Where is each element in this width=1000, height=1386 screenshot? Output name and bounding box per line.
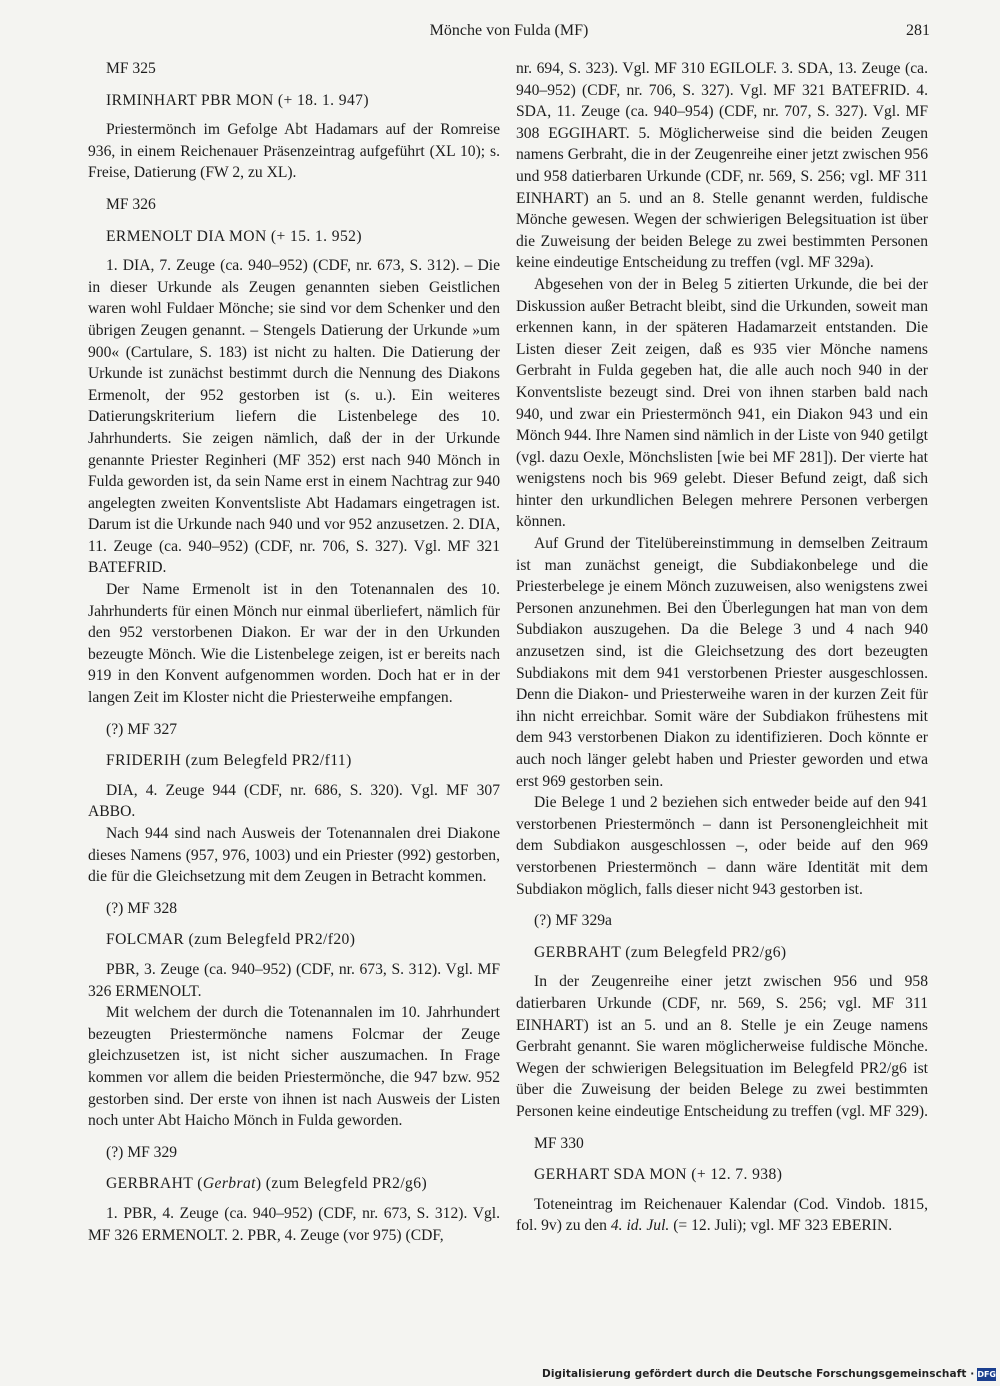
entry-text-330-a: Toteneintrag im Reichenauer Kalendar (Cod. Vindob. 1815, fol. 9v) zu den [516,1195,928,1235]
entry-text-330-italic: 4. id. Jul. [610,1217,670,1235]
entry-text-329-p1: 1. PBR, 4. Zeuge (ca. 940–952) (CDF, nr. 673, S. 312). Vgl. MF 326 ERMENOLT. 2. PBR, 4. Zeuge (vor 975) (CDF, [88,1204,500,1244]
entry-title-329 [88,1173,500,1195]
entry-title-330: GERHART SDA MON (+ 12. 7. 938) [534,1166,783,1184]
right-column [516,58,928,1237]
entry-number-326: MF 326 [106,195,156,213]
entry-title-325: IRMINHART PBR MON (+ 18. 1. 947) [106,91,369,109]
footer-text: Digitalisierung gefördert durch die Deutsche Forschungsgemeinschaft · [542,1368,975,1380]
dfg-logo-icon: DFG [977,1369,996,1379]
entry-text-330-b: (= 12. Juli); vgl. MF 323 EBERIN. [669,1217,893,1235]
entry-text-329a: In der Zeugenreihe einer jetzt zwischen 956 und 958 datierbaren Urkunde (CDF, nr. 569, S. 256; vgl. MF 311 EINHART) ist an 5. und an 8. Stelle je ein Zeuge namens Gerbraht genannt. Sie waren möglicherweise fuldische Mönche. Wegen der schwierigen Belegsituation im Belegfeld PR2/g6 ist über die Zuweisung der beiden Belege zu zwei bestimmten Personen keine eindeutige Entscheidung zu treffen (vgl. MF 329). [516,973,928,1120]
footer-credit [542,1365,996,1383]
entry-text-328-p2: Mit welchem der durch die Totenannalen im 10. Jahrhundert bezeugten Priestermönche namens Folcmar der Zeuge gleichzusetzen ist, ist nicht sicher auszumachen. In Frage kommen vor allem die beiden Priestermönche, die 947 bzw. 952 gestorben sind. Der erste von ihnen ist nach Ausweis der Listen noch unter Abt Haicho Mönch in Fulda geworden. [88,1004,500,1130]
entry-number-327: (?) MF 327 [106,720,178,738]
entry-text-327-p2: Nach 944 sind nach Ausweis der Totenannalen drei Diakone dieses Namens (957, 976, 1003) und ein Priester (992) gestorben, die für die Gleichsetzung mit dem Zeugen in Betracht kommen. [88,825,500,886]
entry-text-327-p1: DIA, 4. Zeuge 944 (CDF, nr. 686, S. 320). Vgl. MF 307 ABBO. [88,781,500,821]
entry-number-328: (?) MF 328 [106,899,178,917]
page-number: 281 [906,22,930,39]
entry-number-325: MF 325 [106,60,156,77]
entry-title-329-italic: Gerbrat [202,1175,256,1193]
entry-text-326-p2: Der Name Ermenolt ist in den Totenannalen des 10. Jahrhunderts für einen Mönch nur einmal überliefert, nämlich für den 952 verstorbenen Diakon. Er war der in den Urkunden bezeugte Mönch. Wie die Listenbelege zeigen, ist er bereits nach 919 in den Konvent aufgenommen worden. Doch hat er in der langen Zeit im Kloster nicht die Priesterweihe empfangen. [88,581,500,707]
entry-number-329a: (?) MF 329a [534,912,612,930]
entry-number-329: (?) MF 329 [106,1143,178,1161]
entry-number-330: MF 330 [534,1134,584,1152]
entry-text-328-p1: PBR, 3. Zeuge (ca. 940–952) (CDF, nr. 673, S. 312). Vgl. MF 326 ERMENOLT. [88,960,500,1000]
entry-text-325: Priestermönch im Gefolge Abt Hadamars auf der Romreise 936, in einem Reichenauer Präsenzeintrag aufgeführt (XL 10); s. Freise, Datierung (FW 2, zu XL). [88,121,500,182]
entry-title-329-b: ) (zum Belegfeld PR2/g6) [255,1175,428,1193]
entry-text-329-cont-p2: Abgesehen von der in Beleg 5 zitierten Urkunde, die bei der Diskussion außer Betracht bleibt, sind die Urkunden, soweit man erkennen kann, in der späteren Hadamarzeit entstanden. Die Listen dieser Zeit zeigen, daß es 935 vier Mönche namens Gerbraht in Fulda gegeben hat, die alle auch noch 940 in der Konventsliste bezeugt sind. Drei von ihnen starben bald nach 940, und zwar ein Priestermönch 941, ein Diakon 943 und ein Mönch 944. Ihre Namen sind nämlich in der Liste von 940 getilgt (vgl. dazu Oexle, Mönchslisten [wie bei MF 281]). Der vierte hat wenigstens noch bis 969 gelebt. Dieser Befund zeigt, daß sich hinter den urkundlichen Belegen mehrere Personen verbergen können. [516,275,928,531]
entry-title-327: FRIDERIH (zum Belegfeld PR2/f11) [106,752,352,770]
entry-text-330 [516,1194,928,1237]
entry-title-328: FOLCMAR (zum Belegfeld PR2/f20) [106,931,356,949]
entry-text-329-cont-p3: Auf Grund der Titelübereinstimmung in demselben Zeitraum ist man zunächst geneigt, die Subdiakonbelege und die Priesterbelege je einem Mönch zuzuweisen, also wenigstens zwei Personen anzunehmen. Bei den Überlegungen hat man von dem Subdiakon auszugehen. Da die Belege 3 und 4 nach 940 anzusetzen sind, ist die Gleichsetzung des dort bezeugten Subdiakons mit dem 941 verstorbenen Priester ausgeschlossen. Denn die Diakon- und Priesterweihe waren in der kurzen Zeit für ihn nicht erreichbar. Somit wäre der Subdiakon frühestens mit dem 943 verstorbenen Diakon zu identifizieren. Doch könnte er auch noch länger gelebt haben und Priester geworden und etwa erst 969 gestorben sein. [516,535,928,790]
entry-title-329a: GERBRAHT (zum Belegfeld PR2/g6) [534,943,787,961]
left-column [88,58,500,1246]
entry-title-329-a: GERBRAHT ( [106,1175,203,1193]
entry-text-329-cont-p1: nr. 694, S. 323). Vgl. MF 310 EGILOLF. 3. SDA, 13. Zeuge (ca. 940–952) (CDF, nr. 706, S. 327). Vgl. MF 321 BATEFRID. 4. SDA, 11. Zeuge (ca. 940–954) (CDF, nr. 707, S. 327). Vgl. MF 308 EGGIHART. 5. Möglicherweise sind die beiden Zeugen namens Gerbraht, die in der Zeugenreihe einer jetzt zwischen 956 und 958 datierbaren Urkunde (CDF, nr. 569, S. 256; vgl. MF 311 EINHART) an 5. und an 8. Stelle genannt werden, fuldische Mönche gewesen. Wegen der schwierigen Belegsituation ist über die Zuweisung der beiden Belege zu zwei bestimmten Personen keine eindeutige Entscheidung zu treffen (vgl. MF 329a). [516,60,928,272]
entry-text-326-p1: 1. DIA, 7. Zeuge (ca. 940–952) (CDF, nr. 673, S. 312). – Die in dieser Urkunde als Zeugen genannten sieben Geistlichen waren wohl Fuldaer Mönche; sie sind vor dem Schenker und den übrigen Zeugen genannt. – Stengels Datierung der Urkunde »um 900« (Cartulare, S. 183) ist nicht zu halten. Die Datierung der Urkunde ist zunächst bestimmt durch die Nennung des Diakons Ermenolt, der 952 gestorben ist (s. u.). Ein weiteres Datierungskriterium liefern die Listenbelege des 10. Jahrhunderts. Sie zeigen nämlich, daß der in der Urkunde genannte Priester Reginheri (MF 352) erst nach 940 Mönch in Fulda geworden ist, da sein Name erst in einem Nachtrag zur 940 angelegten zweiten Konventsliste Abt Hadamars eingetragen ist. Darum ist die Urkunde nach 940 und vor 952 anzusetzen. 2. DIA, 11. Zeuge (ca. 940–952) (CDF, nr. 706, S. 327). Vgl. MF 321 BATEFRID. [88,257,500,577]
running-head [88,22,930,46]
entry-title-326: ERMENOLT DIA MON (+ 15. 1. 952) [106,227,362,245]
entry-text-329-cont-p4: Die Belege 1 und 2 beziehen sich entweder beide auf den 941 verstorbenen Priestermönch – dann ist Personengleichheit mit dem Subdiakon ausgeschlossen –, oder beide auf den 969 verstorbenen Priestermönch – dann wäre Identität mit dem Subdiakon möglich, falls dieser nicht 943 gestorben ist. [516,794,928,898]
running-title: Mönche von Fulda (MF) [429,22,589,39]
